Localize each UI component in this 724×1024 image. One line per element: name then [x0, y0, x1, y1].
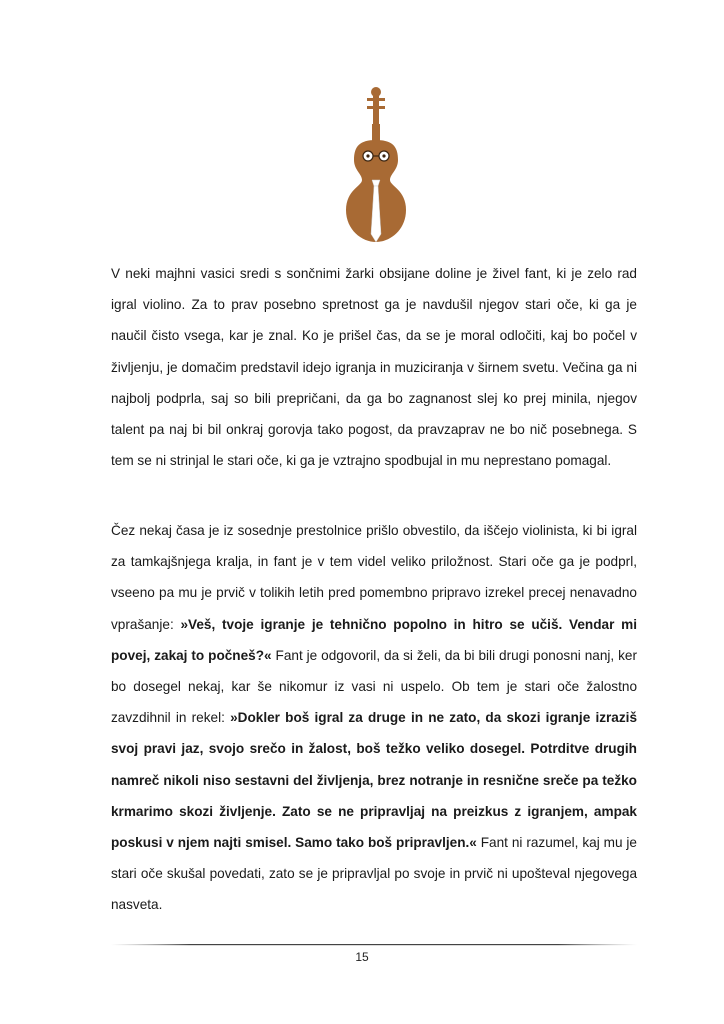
paragraph-2-text-2: Fant je odgovoril, da si želi, da bi bili drugi ponosni nanj, ker bo dosegel nekaj, kar še nikomur iz vasi ni uspelo. Ob tem je stari oče žalostno zavzdihnil in rekel: [111, 647, 637, 726]
paragraph-2-bold-quote-1: »Veš, tvoje igranje je tehnično popolno in hitro se učiš. Vendar mi povej, zakaj to počneš?« [111, 616, 637, 663]
footer-divider [111, 944, 637, 946]
paragraph-2-text-3: Fant ni razumel, kaj mu je stari oče skušal povedati, zato se je pripravljal po svoje in prvič ni upošteval njegovega nasveta. [111, 835, 637, 913]
paragraph-1: V neki majhni vasici sredi s sončnimi žarki obsijane doline je živel fant, ki je zelo rad igral violino. Za to prav posebno spretnost ga je navdušil njegov stari oče, ki ga je naučil čisto vsega, kar je znal. Ko je prišel čas, da se je moral odločiti, kaj bo počel v življenju, je domačim predstavil idejo igranja in muziciranja v širnem svetu. Večina ga ni najbolj podprla, saj so bili prepričani, da ga bo zagnanost slej ko prej minila, njegov talent pa naj bi bil onkraj gorovja tako pogost, da pravzaprav ne bo nič posebnega. S tem se ni strinjal le stari oče, ki ga je vztrajno spodbujal in mu neprestano pomagal. [111, 266, 637, 469]
page-number: 15 [355, 950, 369, 964]
paragraph-2 [111, 515, 637, 921]
violin-with-glasses-and-tie-icon [336, 84, 416, 246]
paragraph-2-text-1: Čez nekaj časa je iz sosednje prestolnice prišlo obvestilo, da iščejo violinista, ki bi igral za tamkajšnjega kralja, in fant je v tem videl veliko priložnost. Stari oče ga je podprl, vseeno pa mu je prvič v tolikih letih pred pomembno pripravo izrekel precej nenavadno vprašanje: [111, 523, 637, 632]
paragraph-2-bold-quote-2: »Dokler boš igral za druge in ne zato, da skozi igranje izraziš svoj pravi jaz, svojo srečo in žalost, boš težko veliko dosegel. Potrditve drugih namreč nikoli niso sestavni del življenja, brez notranje in resnične sreče pa težko krmarimo skozi življenje. Zato se ne pripravljaj na preizkus z igranjem, ampak poskusi v njem najti smisel. Samo tako boš pripravljen.« [111, 710, 638, 851]
